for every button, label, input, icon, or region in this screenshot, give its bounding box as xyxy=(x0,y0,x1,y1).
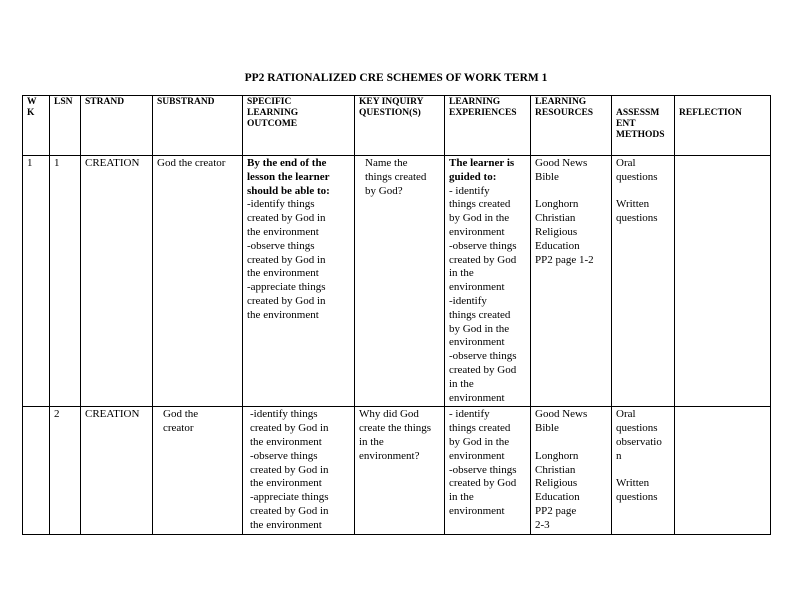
text-line: Why did God xyxy=(359,408,419,421)
outcome-list xyxy=(247,198,350,322)
resources-bible xyxy=(535,157,607,185)
table-row xyxy=(23,156,771,407)
text-line: LEARNING xyxy=(535,97,587,107)
text-line: Good News xyxy=(535,157,588,169)
text-line: -observe things xyxy=(449,239,517,252)
text-line: Oral xyxy=(616,408,636,421)
cell-resources xyxy=(531,156,612,407)
inquiry-text xyxy=(359,408,440,463)
text-line: by God in the xyxy=(449,322,510,335)
experiences-list xyxy=(449,185,526,406)
experiences-list xyxy=(449,408,526,518)
text-line: -appreciate things xyxy=(247,281,326,294)
text-line: -identify things xyxy=(250,408,318,421)
text-line: EXPERIENCES xyxy=(449,108,517,118)
assessment-oral xyxy=(616,157,670,185)
text-line: created by God in xyxy=(247,294,326,307)
text-line: the environment xyxy=(247,308,319,321)
resources-textbook xyxy=(535,198,607,267)
text-line: -observe things xyxy=(250,449,318,462)
header-lsn: LSN xyxy=(50,96,81,156)
text-line: things created xyxy=(449,198,511,211)
substrand-text xyxy=(157,408,238,436)
text-line: in the xyxy=(449,267,474,280)
text-line: METHODS xyxy=(616,130,665,140)
cell-wk xyxy=(23,407,50,534)
cell-reflection xyxy=(675,156,771,407)
cell-substrand: God the creator xyxy=(153,156,243,407)
text-line: ENT xyxy=(616,119,636,129)
text-line: The learner is xyxy=(449,157,515,169)
assessment-written xyxy=(616,477,670,505)
resources-bible xyxy=(535,408,607,436)
cell-strand: CREATION xyxy=(81,407,153,534)
text-line: things created xyxy=(449,422,511,435)
cell-experiences xyxy=(445,407,531,534)
text-line: created by God in xyxy=(247,253,326,266)
text-line: created by God in xyxy=(247,212,326,225)
text-line: Religious xyxy=(535,477,578,490)
text-line: environment xyxy=(449,225,505,238)
text-line: created by God in xyxy=(250,504,329,517)
text-line: PP2 page 1-2 xyxy=(535,253,594,266)
text-line: created by God xyxy=(449,253,517,266)
text-line: lesson the learner xyxy=(247,170,330,183)
header-strand: STRAND xyxy=(81,96,153,156)
text-line: created by God xyxy=(449,477,517,490)
text-line: SPECIFIC xyxy=(247,97,292,107)
text-line: Christian xyxy=(535,212,576,225)
cell-wk: 1 xyxy=(23,156,50,407)
text-line: Bible xyxy=(535,170,559,183)
text-line: the environment xyxy=(250,435,322,448)
text-line: questions xyxy=(616,422,658,435)
header-wk xyxy=(23,96,50,156)
outcome-list xyxy=(247,408,350,532)
outcome-intro xyxy=(247,157,350,198)
text-line: by God in the xyxy=(449,435,510,448)
text-line: Longhorn xyxy=(535,449,579,462)
cell-reflection xyxy=(675,407,771,534)
cell-lsn: 2 xyxy=(50,407,81,534)
cell-assessment xyxy=(612,156,675,407)
header-outcome xyxy=(243,96,355,156)
text-line: Religious xyxy=(535,225,578,238)
text-line: -observe things xyxy=(247,239,315,252)
header-assessment xyxy=(612,96,675,156)
text-line: ASSESSM xyxy=(616,108,660,118)
text-line: K xyxy=(27,108,35,118)
text-line: -observe things xyxy=(449,463,517,476)
text-line: Oral xyxy=(616,157,636,169)
text-line: God the xyxy=(163,408,199,421)
text-line: things created xyxy=(449,308,511,321)
text-line: Good News xyxy=(535,408,588,421)
text-line: Bible xyxy=(535,422,559,435)
cell-inquiry xyxy=(355,407,445,534)
text-line: Longhorn xyxy=(535,198,579,211)
inquiry-text xyxy=(359,157,440,198)
text-line: -identify xyxy=(449,294,487,307)
text-line: Written xyxy=(616,477,650,490)
text-line: environment? xyxy=(359,449,420,462)
text-line: environment xyxy=(449,504,505,517)
text-line: questions xyxy=(616,212,658,225)
header-inquiry xyxy=(355,96,445,156)
text-line: created by God in xyxy=(250,463,329,476)
text-line: creator xyxy=(163,422,194,435)
text-line: created by God xyxy=(449,363,517,376)
text-line: - identify xyxy=(449,408,490,421)
text-line: environment xyxy=(449,281,505,294)
cell-assessment xyxy=(612,407,675,534)
text-line: -observe things xyxy=(449,350,517,363)
page-title: PP2 RATIONALIZED CRE SCHEMES OF WORK TERM 1 xyxy=(244,72,548,84)
text-line: - identify xyxy=(449,184,490,197)
table-row xyxy=(23,407,771,534)
header-reflection: REFLECTION xyxy=(675,96,771,156)
text-line: observatio xyxy=(616,435,662,448)
text-line: guided to: xyxy=(449,170,497,183)
cell-outcome xyxy=(243,407,355,534)
text-line: the environment xyxy=(250,518,322,531)
text-line: Education xyxy=(535,239,580,252)
cell-resources xyxy=(531,407,612,534)
text-line: the environment xyxy=(247,267,319,280)
text-line: things created xyxy=(365,170,427,183)
text-line: in the xyxy=(449,491,474,504)
text-line: Name the xyxy=(365,157,408,169)
text-line: 2-3 xyxy=(535,518,550,531)
cell-inquiry xyxy=(355,156,445,407)
text-line: by God? xyxy=(365,184,403,197)
text-line: should be able to: xyxy=(247,184,330,197)
cell-substrand xyxy=(153,407,243,534)
header-substrand: SUBSTRAND xyxy=(153,96,243,156)
text-line: KEY INQUIRY xyxy=(359,97,424,107)
text-line: LEARNING xyxy=(247,108,299,118)
text-line: By the end of the xyxy=(247,157,327,169)
text-line: -appreciate things xyxy=(250,491,329,504)
text-line: PP2 page xyxy=(535,504,577,517)
cell-experiences xyxy=(445,156,531,407)
cell-outcome xyxy=(243,156,355,407)
assessment-oral xyxy=(616,408,670,463)
text-line: the environment xyxy=(247,225,319,238)
text-line: Written xyxy=(616,198,650,211)
text-line: environment xyxy=(449,391,505,404)
text-line: OUTCOME xyxy=(247,119,298,129)
experiences-intro xyxy=(449,157,526,185)
text-line: questions xyxy=(616,491,658,504)
resources-textbook xyxy=(535,450,607,533)
text-line: Christian xyxy=(535,463,576,476)
text-line: created by God in xyxy=(250,422,329,435)
text-line: environment xyxy=(449,449,505,462)
text-line: in the xyxy=(449,377,474,390)
scheme-table xyxy=(22,95,771,535)
cell-strand: CREATION xyxy=(81,156,153,407)
text-line: the environment xyxy=(250,477,322,490)
text-line: n xyxy=(616,449,622,462)
text-line: RESOURCES xyxy=(535,108,594,118)
assessment-written xyxy=(616,198,670,226)
text-line: by God in the xyxy=(449,212,510,225)
text-line: environment xyxy=(449,336,505,349)
text-line: W xyxy=(27,97,37,107)
header-row xyxy=(23,96,771,156)
text-line: QUESTION(S) xyxy=(359,108,421,118)
text-line: create the things xyxy=(359,422,432,435)
text-line: questions xyxy=(616,170,658,183)
text-line: -identify things xyxy=(247,198,315,211)
text-line: Education xyxy=(535,491,580,504)
header-experiences xyxy=(445,96,531,156)
text-line: LEARNING xyxy=(449,97,501,107)
text-line: in the xyxy=(359,435,384,448)
header-resources xyxy=(531,96,612,156)
cell-lsn: 1 xyxy=(50,156,81,407)
